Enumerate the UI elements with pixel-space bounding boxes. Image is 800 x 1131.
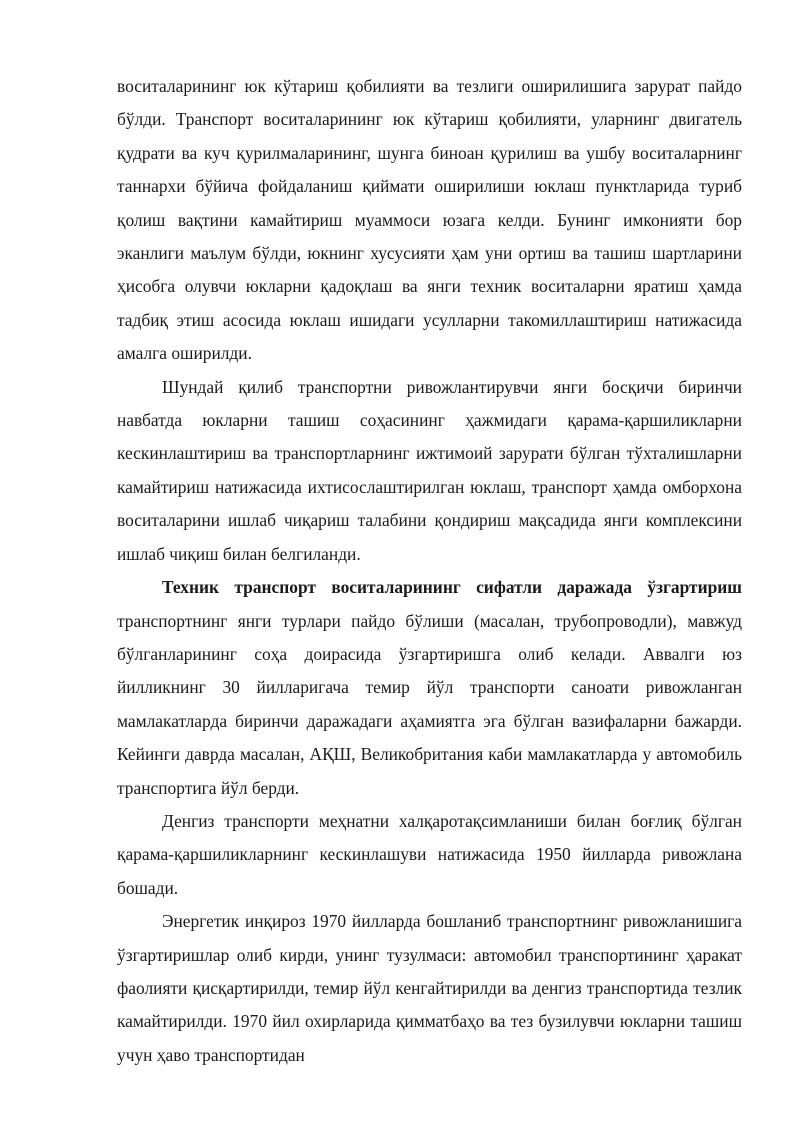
paragraph-3-bold-lead: Техник транспорт воситаларининг сифатли даражада ўзгартириш (162, 577, 742, 598)
paragraph-3 (117, 571, 742, 805)
paragraph-2 (117, 371, 742, 571)
paragraph-5-text: Энергетик инқироз 1970 йилларда бошланиб транспортнинг ривожланишига ўзгартиришлар олиб кирди, унинг тузулмаси: автомобил транспортининг ҳаракат фаолияти қисқартирилди, темир йўл кенгайтирилди ва денгиз транспортида тезлик камайтирилди. 1970 йил охирларида қимматбаҳо ва тез бузилувчи юкларни ташиш учун ҳаво транспортидан (117, 911, 742, 1065)
paragraph-3-text: транспортнинг янги турлари пайдо бўлиши (масалан, трубопроводли), мавжуд бўлганларининг соҳа доирасида ўзгартиришга олиб келади. Аввалги юз йилликнинг 30 йилларигача темир йўл транспорти саноати ривожланган мамлакатларда биринчи даражадаги аҳамиятга эга бўлган вазифаларни бажарди. Кейинги даврда масалан, АҚШ, Великобритания каби мамлакатларда у автомобиль транспортига йўл берди. (117, 610, 742, 798)
paragraph-4 (117, 805, 742, 905)
paragraph-4-text: Денгиз транспорти меҳнатни халқаротақсимланиши билан боғлиқ бўлган қарама-қаршиликларнинг кескинлашуви натижасида 1950 йилларда ривожлана бошади. (117, 810, 742, 898)
paragraph-2-text: Шундай қилиб транспортни ривожлантирувчи янги босқичи биринчи навбатда юкларни ташиш соҳасининг ҳажмидаги қарама-қаршиликларни кескинлаштириш ва транспортларнинг ижтимоий зарурати бўлган тўхталишларни камайтириш натижасида ихтисослаштирилган юклаш, транспорт ҳамда омборхона воситаларини ишлаб чиқариш талабини қондириш мақсадида янги комплексини ишлаб чиқиш билан белгиланди. (117, 376, 742, 564)
paragraph-5 (117, 905, 742, 1072)
paragraph-1 (117, 70, 742, 371)
document-page (117, 70, 742, 1072)
paragraph-1-text: воситаларининг юк кўтариш қобилияти ва тезлиги оширилишига зарурат пайдо бўлди. Транспорт воситаларининг юк кўтариш қобилияти, уларнинг двигатель қудрати ва куч қурилмаларининг, шунга биноан қурилиш ва ушбу воситаларнинг таннархи бўйича фойдаланиш қиймати оширилиши юклаш пунктларида туриб қолиш вақтини камайтириш муаммоси юзага келди. Бунинг имконияти бор эканлиги маълум бўлди, юкнинг хусусияти ҳам уни ортиш ва ташиш шартларини ҳисобга олувчи юкларни қадоқлаш ва янги техник воситаларни яратиш ҳамда тадбиқ этиш асосида юклаш ишидаги усулларни такомиллаштириш натижасида амалга оширилди. (117, 76, 742, 364)
